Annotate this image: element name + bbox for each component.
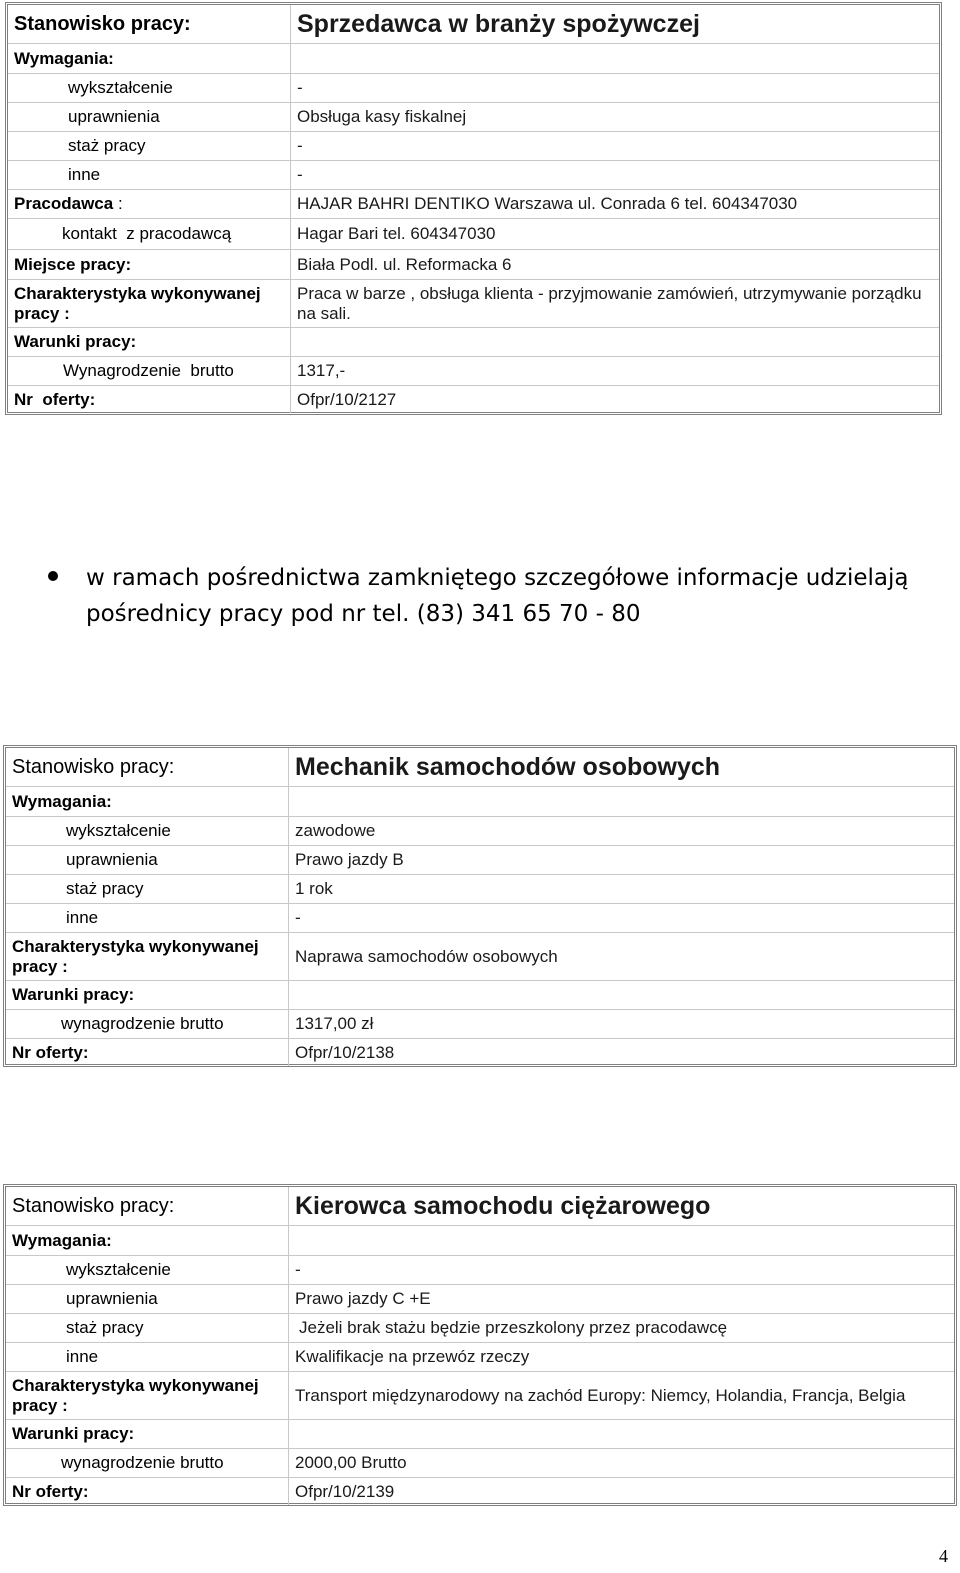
job-offer-3 — [3, 1184, 957, 1506]
conditions-value — [288, 1420, 954, 1448]
other-label: inne — [68, 165, 101, 184]
salary-value: 1317,00 zł — [288, 1010, 954, 1038]
other-label: inne — [66, 908, 99, 927]
offer-number-value: Ofpr/10/2138 — [288, 1039, 954, 1066]
characteristics-label: Charakterystyka wykonywanej pracy : — [14, 283, 261, 323]
offer-number-label: Nr oferty: — [12, 1481, 89, 1501]
characteristics-value: Praca w barze , obsługa klienta - przyjmowanie zamówień, utrzymywanie porządku na sali. — [290, 280, 939, 327]
education-value: - — [290, 74, 939, 102]
requirements-value — [290, 44, 939, 73]
salary-label: wynagrodzenie brutto — [61, 1014, 224, 1033]
other-value: - — [290, 161, 939, 189]
qualifications-value: Prawo jazdy C +E — [288, 1285, 954, 1313]
offer-number-label: Nr oferty: — [14, 389, 96, 409]
requirements-value — [288, 787, 954, 816]
experience-value: Jeżeli brak stażu będzie przeszkolony przez pracodawcę — [288, 1314, 954, 1342]
place-label: Miejsce pracy: — [14, 254, 132, 274]
characteristics-label: Charakterystyka wykonywanej pracy : — [12, 1375, 259, 1415]
job-offer-2 — [3, 745, 957, 1067]
other-value: Kwalifikacje na przewóz rzeczy — [288, 1343, 954, 1371]
position-label: Stanowisko pracy: — [14, 13, 191, 35]
place-value: Biała Podl. ul. Reformacka 6 — [290, 250, 939, 279]
employer-value: HAJAR BAHRI DENTIKO Warszawa ul. Conrada 6 tel. 604347030 — [290, 190, 939, 218]
qualifications-value: Obsługa kasy fiskalnej — [290, 103, 939, 131]
requirements-label: Wymagania: — [12, 1230, 112, 1250]
experience-label: staż pracy — [66, 879, 144, 898]
qualifications-label: uprawnienia — [66, 1289, 158, 1308]
offer-number-value: Ofpr/10/2127 — [290, 386, 939, 413]
conditions-value — [288, 981, 954, 1009]
position-value: Sprzedawca w branży spożywczej — [290, 5, 939, 43]
experience-label: staż pracy — [66, 1318, 144, 1337]
notice-bullet — [48, 560, 948, 632]
characteristics-value: Transport międzynarodowy na zachód Europy: Niemcy, Holandia, Francja, Belgia — [288, 1372, 954, 1419]
other-label: inne — [66, 1347, 99, 1366]
job-offer-1 — [5, 2, 942, 415]
education-label: wykształcenie — [66, 1260, 171, 1279]
position-value: Kierowca samochodu ciężarowego — [288, 1187, 954, 1225]
qualifications-label: uprawnienia — [66, 850, 158, 869]
position-label: Stanowisko pracy: — [12, 756, 175, 778]
experience-label: staż pracy — [68, 136, 146, 155]
characteristics-value: Naprawa samochodów osobowych — [288, 933, 954, 980]
requirements-value — [288, 1226, 954, 1255]
employer-label — [8, 190, 290, 218]
conditions-label: Warunki pracy: — [14, 332, 137, 351]
position-value: Mechanik samochodów osobowych — [288, 748, 954, 786]
qualifications-value: Prawo jazdy B — [288, 846, 954, 874]
salary-label: Wynagrodzenie brutto — [63, 361, 234, 380]
qualifications-label: uprawnienia — [68, 107, 160, 126]
position-label: Stanowisko pracy: — [12, 1195, 175, 1217]
contact-label: kontakt z pracodawcą — [62, 224, 232, 243]
characteristics-label: Charakterystyka wykonywanej pracy : — [12, 936, 259, 976]
employer-label-suffix: : — [113, 194, 123, 213]
salary-label: wynagrodzenie brutto — [61, 1453, 224, 1472]
offer-number-label: Nr oferty: — [12, 1042, 89, 1062]
page-number: 4 — [939, 1546, 948, 1566]
experience-value: 1 rok — [288, 875, 954, 903]
employer-label-text: Pracodawca — [14, 194, 114, 213]
conditions-value — [290, 328, 939, 356]
salary-value: 2000,00 Brutto — [288, 1449, 954, 1477]
requirements-label: Wymagania: — [14, 48, 114, 68]
conditions-label: Warunki pracy: — [12, 985, 135, 1004]
education-label: wykształcenie — [68, 78, 173, 97]
education-value: zawodowe — [288, 817, 954, 845]
education-value: - — [288, 1256, 954, 1284]
experience-value: - — [290, 132, 939, 160]
notice-text: w ramach pośrednictwa zamkniętego szczegółowe informacje udzielają pośrednicy pracy pod nr tel. (83) 341 65 70 - 80 — [86, 565, 909, 627]
salary-value: 1317,- — [290, 357, 939, 385]
other-value: - — [288, 904, 954, 932]
education-label: wykształcenie — [66, 821, 171, 840]
bullet-icon — [48, 571, 58, 581]
conditions-label: Warunki pracy: — [12, 1424, 135, 1443]
contact-value: Hagar Bari tel. 604347030 — [290, 219, 939, 249]
offer-number-value: Ofpr/10/2139 — [288, 1478, 954, 1505]
requirements-label: Wymagania: — [12, 791, 112, 811]
